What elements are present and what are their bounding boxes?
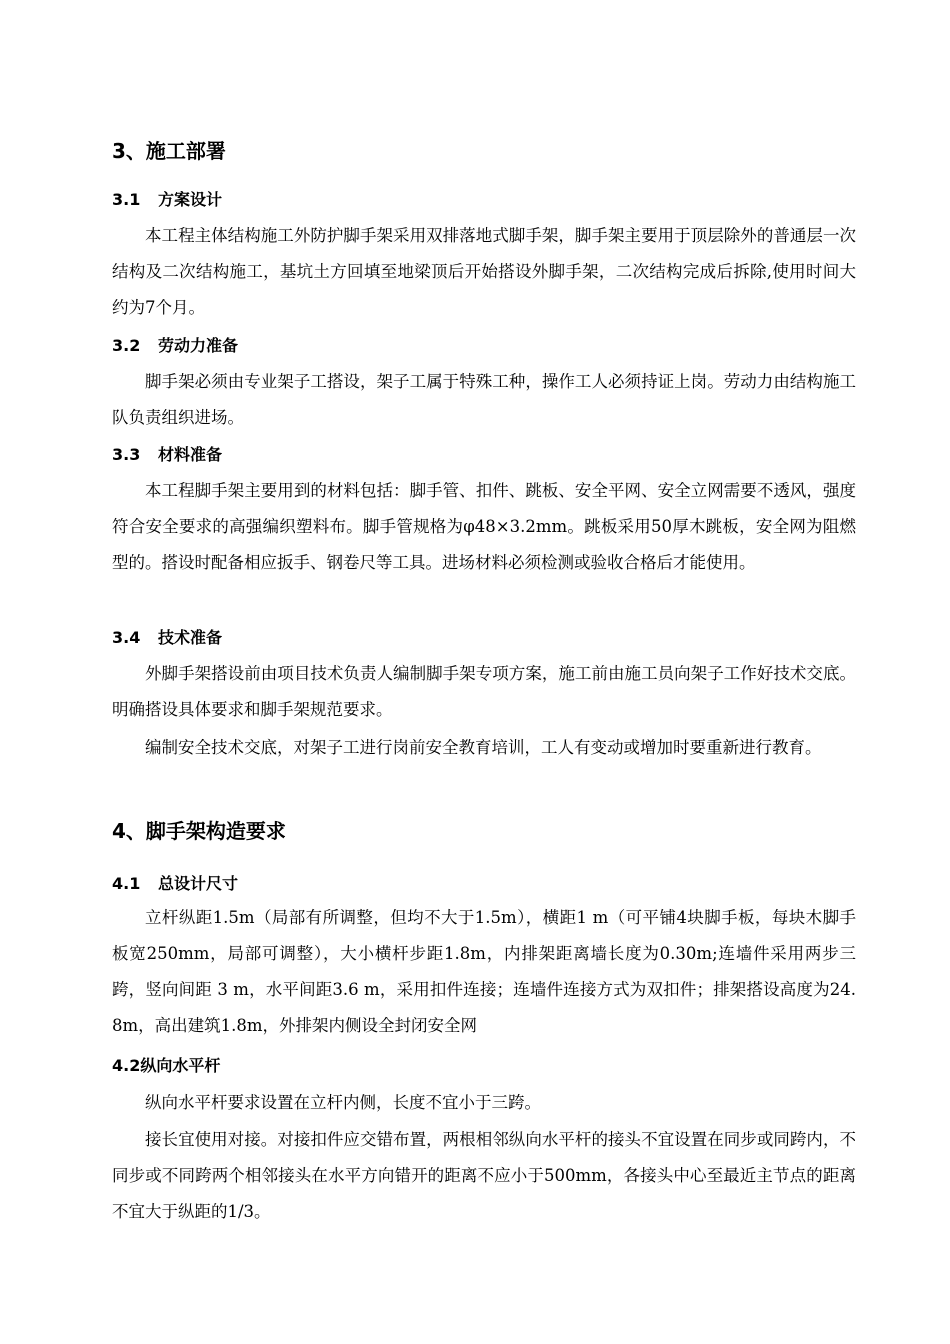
- section-heading-4: 4、脚手架构造要求: [112, 819, 286, 843]
- paragraph: 本工程脚手架主要用到的材料包括：脚手管、扣件、跳板、安全平网、安全立网需要不透风，强度符合安全要求的高强编织塑料布。脚手管规格为φ48×3.2mm。跳板采用50厚木跳板，安全网为阻燃型的。搭设时配备相应扳手、钢卷尺等工具。进场材料必须检测或验收合格后才能使用。: [112, 481, 856, 572]
- paragraph: 本工程主体结构施工外防护脚手架采用双排落地式脚手架，脚手架主要用于顶层除外的普通层一次结构及二次结构施工，基坑土方回填至地梁顶后开始搭设外脚手架，二次结构完成后拆除,使用时间大约为7个月。: [112, 226, 856, 317]
- subsection-number: 3.3: [112, 445, 141, 464]
- paragraph: 立杆纵距1.5m（局部有所调整，但均不大于1.5m），横距1 m（可平铺4块脚手板，每块木脚手板宽250mm，局部可调整），大小横杆步距1.8m，内排架距离墙长度为0.30m;连墙件采用两步三跨，竖向间距 3 m，水平间距3.6 m，采用扣件连接；连墙件连接方式为双扣件；排架搭设高度为24.8m，高出建筑1.8m，外排架内侧设全封闭安全网: [112, 908, 856, 1035]
- subsection-heading-3-3: [112, 444, 222, 466]
- subsection-number: 4.1: [112, 874, 141, 893]
- subsection-heading-4-2: [112, 1055, 220, 1077]
- paragraph: 外脚手架搭设前由项目技术负责人编制脚手架专项方案，施工前由施工员向架子工作好技术交底。明确搭设具体要求和脚手架规范要求。: [112, 664, 856, 719]
- subsection-heading-3-4: [112, 627, 222, 649]
- subsection-title: 方案设计: [158, 190, 223, 209]
- subsection-title: 材料准备: [158, 445, 223, 464]
- subsection-title: 技术准备: [158, 628, 223, 647]
- paragraph: 纵向水平杆要求设置在立杆内侧，长度不宜小于三跨。: [145, 1093, 541, 1112]
- paragraph: 编制安全技术交底，对架子工进行岗前安全教育培训，工人有变动或增加时要重新进行教育。: [145, 738, 822, 757]
- paragraph: 脚手架必须由专业架子工搭设，架子工属于特殊工种，操作工人必须持证上岗。劳动力由结构施工队负责组织进场。: [112, 372, 856, 427]
- subsection-title: 总设计尺寸: [158, 874, 239, 893]
- paragraph: 接长宜使用对接。对接扣件应交错布置，两根相邻纵向水平杆的接头不宜设置在同步或同跨内，不同步或不同跨两个相邻接头在水平方向错开的距离不应小于500mm，各接头中心至最近主节点的距离不宜大于纵距的1/3。: [112, 1130, 856, 1221]
- subsection-heading-4-1: [112, 873, 238, 895]
- subsection-number: 4.2: [112, 1056, 141, 1075]
- subsection-heading-3-2: [112, 335, 238, 357]
- subsection-heading-3-1: [112, 189, 222, 211]
- subsection-number: 3.4: [112, 628, 141, 647]
- subsection-title: 纵向水平杆: [140, 1056, 221, 1075]
- subsection-number: 3.1: [112, 190, 141, 209]
- section-heading-3: 3、施工部署: [112, 139, 226, 163]
- subsection-title: 劳动力准备: [158, 336, 239, 355]
- subsection-number: 3.2: [112, 336, 141, 355]
